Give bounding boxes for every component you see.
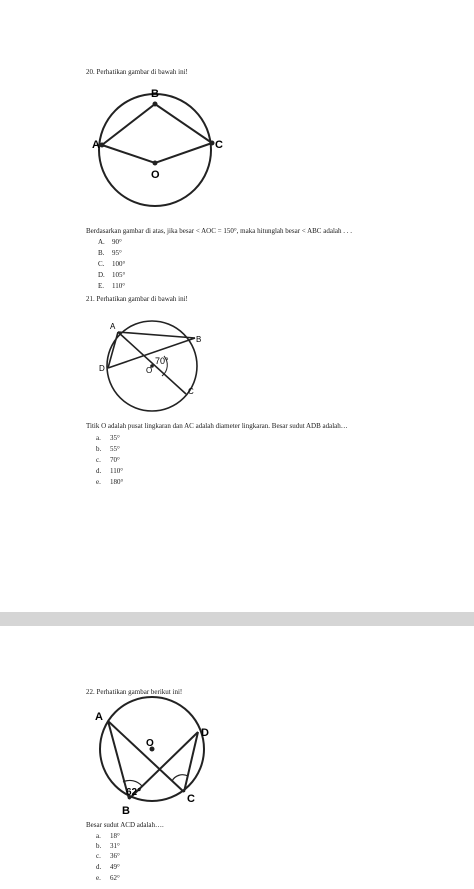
q22-option-b: b. 31° <box>96 842 120 850</box>
q20-point-b <box>153 102 158 107</box>
q22-angle-arc-c <box>172 775 188 781</box>
q21-option-b: b. 55° <box>96 445 120 453</box>
q22-heading: 22. Perhatikan gambar berikut ini! <box>86 688 183 696</box>
q20-option-e: E. 110° <box>98 282 126 290</box>
q22-option-e: e. 62° <box>96 874 120 882</box>
q20-label-a: A <box>92 139 100 151</box>
q21-option-d: d. 110° <box>96 467 124 475</box>
q20-question: Berdasarkan gambar di atas, jika besar < AOC = 150°, maka hitunglah besar < ABC adalah . . . <box>86 227 352 235</box>
q21-question: Titik O adalah pusat lingkaran dan AC adalah diameter lingkaran. Besar sudut ADB adalah… <box>86 422 348 430</box>
q21-diameter-ac <box>118 332 186 394</box>
q22-option-a: a. 18° <box>96 832 120 840</box>
q20-option-c: C. 100° <box>98 260 126 268</box>
q22-option-d: d. 49° <box>96 863 120 871</box>
q22-label-a: A <box>95 711 103 723</box>
q21-option-a: a. 35° <box>96 434 120 442</box>
q20-label-o: O <box>151 169 160 181</box>
q22-label-d: D <box>201 727 209 739</box>
q22-label-b: B <box>122 805 130 817</box>
q22-label-o: O <box>146 738 154 749</box>
q22-question: Besar sudut ACD adalah…. <box>86 821 164 829</box>
q21-option-c: c. 70° <box>96 456 120 464</box>
q21-circle-diagram <box>98 318 208 418</box>
q20-point-o <box>153 161 158 166</box>
q22-option-c: c. 36° <box>96 852 120 860</box>
q20-point-c <box>210 141 215 146</box>
q22-angle-label: 62° <box>126 787 142 798</box>
q20-label-b: B <box>151 88 159 100</box>
q21-label-d: D <box>99 364 105 373</box>
q21-angle-label: 70° <box>155 356 169 366</box>
q21-label-o: O <box>146 366 153 375</box>
q22-circle-diagram <box>88 654 218 824</box>
page-separator <box>0 612 474 626</box>
q20-circle-diagram <box>88 84 224 214</box>
q20-label-c: C <box>215 139 223 151</box>
q20-option-b: B. 95° <box>98 249 122 257</box>
q20-point-a <box>100 143 105 148</box>
q20-radii-oa-oc <box>102 143 212 163</box>
q21-heading: 21. Perhatikan gambar di bawah ini! <box>86 295 188 303</box>
q20-heading: 20. Perhatikan gambar di bawah ini! <box>86 68 188 76</box>
q21-label-c: C <box>188 387 194 396</box>
q21-label-b: B <box>196 335 202 344</box>
q21-option-e: e. 180° <box>96 478 124 486</box>
document-page-2 <box>0 626 474 889</box>
q20-option-a: A. 90° <box>98 238 122 246</box>
q20-option-d: D. 105° <box>98 271 126 279</box>
q21-label-a: A <box>110 322 116 331</box>
q22-label-c: C <box>187 793 195 805</box>
